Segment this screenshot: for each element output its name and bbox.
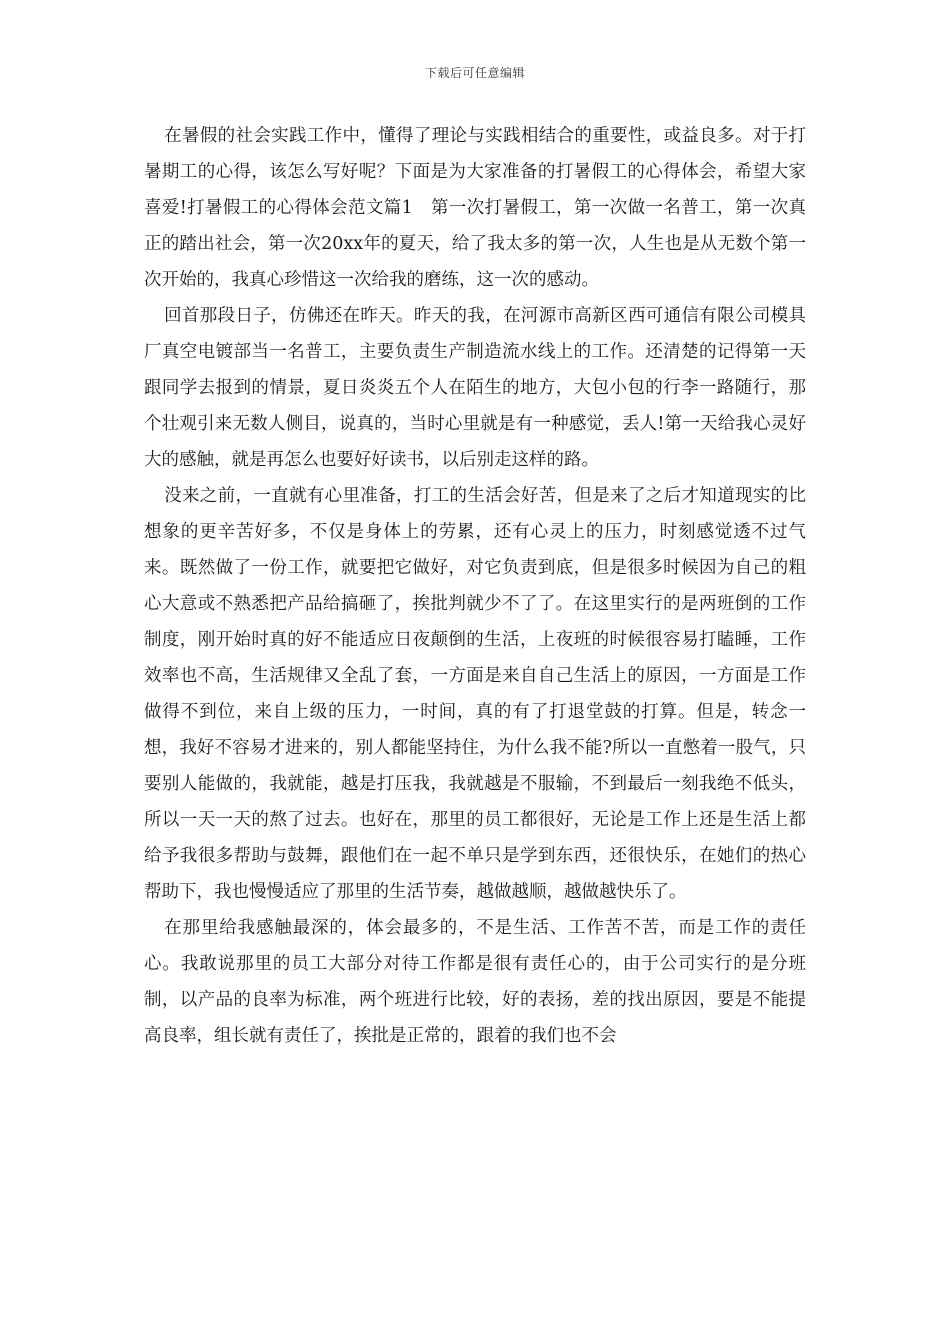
paragraph: 回首那段日子，仿佛还在昨天。昨天的我，在河源市高新区西可通信有限公司模具厂真空电镀部当一名普工，主要负责生产制造流水线上的工作。还清楚的记得第一天跟同学去报到的情景，夏日炎炎五个人在陌生的地方，大包小包的行李一路随行，那个壮观引来无数人侧目，说真的，当时心里就是有一种感觉，丢人!第一天给我心灵好大的感触，就是再怎么也要好好读书，以后别走这样的路。 [144,306,806,470]
paragraph: 在暑假的社会实践工作中，懂得了理论与实践相结合的重要性，或益良多。对于打暑期工的心得，该怎么写好呢？下面是为大家准备的打暑假工的心得体会，希望大家喜爱!打暑假工的心得体会范文篇1 第一次打暑假工，第一次做一名普工，第一次真正的踏出社会，第一次20xx年的夏天，给了我太多的第一次，人生也是从无数个第一次开始的，我真心珍惜这一次给我的磨练，这一次的感动。 [144,126,806,290]
document-body [144,118,806,1054]
paragraph: 没来之前，一直就有心里准备，打工的生活会好苦，但是来了之后才知道现实的比想象的更辛苦好多，不仅是身体上的劳累，还有心灵上的压力，时刻感觉透不过气来。既然做了一份工作，就要把它做好，对它负责到底，但是很多时候因为自己的粗心大意或不熟悉把产品给搞砸了，挨批判就少不了了。在这里实行的是两班倒的工作制度，刚开始时真的好不能适应日夜颠倒的生活，上夜班的时候很容易打瞌睡，工作效率也不高，生活规律又全乱了套，一方面是来自自己生活上的原因，一方面是工作做得不到位，来自上级的压力，一时间，真的有了打退堂鼓的打算。但是，转念一想，我好不容易才进来的，别人都能坚持住，为什么我不能?所以一直憋着一股气，只要别人能做的，我就能，越是打压我，我就越是不服输，不到最后一刻我绝不低头，所以一天一天的熬了过去。也好在，那里的员工都很好，无论是工作上还是生活上都给予我很多帮助与鼓舞，跟他们在一起不单只是学到东西，还很快乐，在她们的热心帮助下，我也慢慢适应了那里的生活节奏，越做越顺，越做越快乐了。 [144,486,806,902]
page-header: 下载后可任意编辑 [424,66,525,80]
paragraph: 在那里给我感触最深的，体会最多的，不是生活、工作苦不苦，而是工作的责任心。我敢说那里的员工大部分对待工作都是很有责任心的，由于公司实行的是分班制，以产品的良率为标准，两个班进行比较，好的表扬，差的找出原因，要是不能提高良率，组长就有责任了，挨批是正常的，跟着的我们也不会 [144,918,806,1046]
